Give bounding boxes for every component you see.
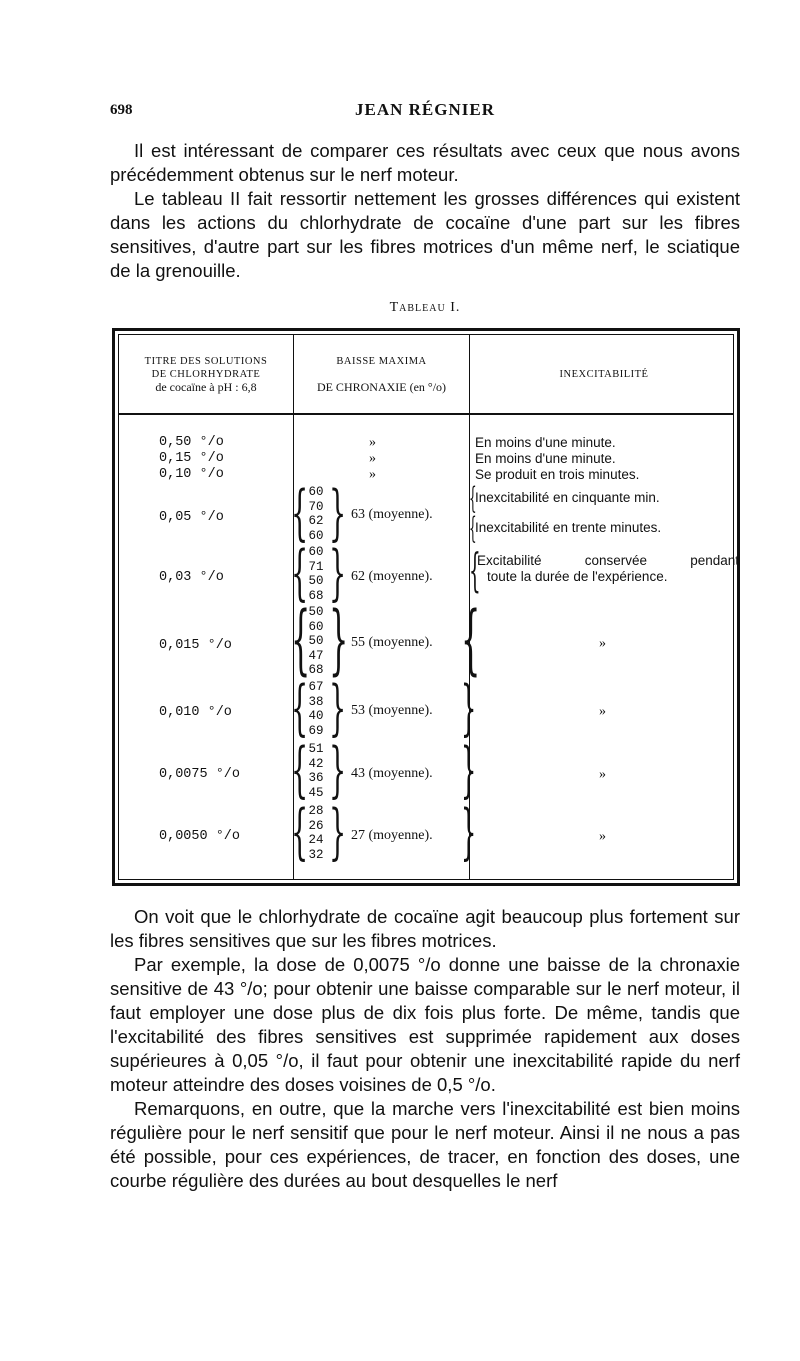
value: 24 (308, 833, 324, 847)
cell-inex: » (599, 829, 606, 844)
value: 70 (308, 499, 324, 514)
value: 40 (308, 709, 324, 723)
value: 36 (308, 771, 324, 785)
right-brace: } (329, 735, 347, 805)
cell-titre: 0,15 °/o (159, 451, 224, 466)
table-caption: Tableau I. (389, 300, 461, 315)
body-text-top (110, 139, 740, 283)
right-brace: } (461, 673, 477, 743)
value: 60 (308, 619, 324, 634)
header-text: DE CHLORHYDRATE (151, 369, 261, 380)
left-brace: { (291, 735, 309, 805)
cell-inex: » (599, 704, 606, 719)
header-text: de cocaïne à pH : 6,8 (155, 380, 257, 394)
header-divider (119, 413, 733, 415)
cell-moyenne: 53 (moyenne). (351, 703, 433, 718)
cell-moyenne: 62 (moyenne). (351, 569, 433, 584)
value: 71 (308, 559, 324, 574)
header-titre (119, 355, 293, 394)
cell-inex: toute la durée de l'expérience. (487, 569, 668, 584)
value: 28 (308, 804, 324, 818)
page-number: 698 (110, 102, 133, 118)
values-list (305, 742, 327, 800)
left-brace: { (291, 538, 309, 608)
right-brace: } (461, 735, 477, 805)
right-brace: } (329, 538, 347, 608)
value: 67 (308, 680, 324, 694)
cell-titre: 0,015 °/o (159, 638, 232, 653)
right-brace: } (329, 673, 347, 743)
cell-inex: En moins d'une minute. (475, 451, 616, 466)
value: 50 (308, 634, 324, 648)
cell-moyenne: 63 (moyenne). (351, 507, 433, 522)
header-text: BAISSE MAXIMA (336, 356, 427, 367)
cell-inex: » (599, 767, 606, 782)
value: 68 (308, 663, 324, 677)
value: 38 (308, 694, 324, 709)
cell-titre: 0,0075 °/o (159, 767, 241, 782)
value: 50 (308, 574, 324, 588)
data-table (112, 328, 740, 886)
page-header (110, 100, 740, 130)
value: 60 (308, 528, 324, 543)
table-inner-frame (118, 334, 739, 880)
left-brace: { (291, 673, 309, 743)
cell-moyenne: 27 (moyenne). (351, 828, 433, 843)
left-brace: { (291, 594, 311, 683)
left-brace: { (461, 594, 481, 683)
paragraph: On voit que le chlorhydrate de cocaïne agit beaucoup plus fortement sur les fibres sensitives que sur les fibres motrices. (110, 906, 740, 951)
cell-inex: » (599, 636, 606, 651)
value: 45 (308, 785, 324, 800)
running-head: JEAN RÉGNIER (355, 100, 495, 119)
values-list (305, 605, 327, 678)
header-inexcitabilite: INEXCITABILITÉ (559, 369, 649, 380)
left-brace: { (469, 481, 477, 516)
cell-inex: Se produit en trois minutes. (475, 467, 640, 482)
cell-moyenne: 43 (moyenne). (351, 766, 433, 781)
header-text: TITRE DES SOLUTIONS (144, 356, 268, 367)
cell-titre: 0,03 °/o (159, 570, 224, 585)
cell-titre: 0,50 °/o (159, 435, 224, 450)
cell-baisse: » (369, 435, 376, 450)
left-brace: { (291, 478, 309, 548)
value: 50 (308, 605, 324, 619)
cell-baisse: » (369, 467, 376, 482)
header-baisse (294, 355, 469, 394)
paragraph: Par exemple, la dose de 0,0075 °/o donne une baisse de la chronaxie sensitive de 43 °/o; pour obtenir une baisse comparable sur le nerf moteur, il faut employer une dose plus de dix fois plus forte. De même, tandis que l'excitabilité des fibres sensitives est supprimée rapidement aux doses supérieures à 0,05 °/o, il faut pour obtenir une inexcitabilité rapide du nerf moteur atteindre des doses voisines de 0,5 °/o. (110, 954, 740, 1095)
value: 62 (308, 514, 324, 528)
paragraph: Il est intéressant de comparer ces résultats avec ceux que nous avons précédemment obtenus sur le nerf moteur. (110, 140, 740, 185)
cell-moyenne: 55 (moyenne). (351, 635, 433, 650)
body-text-bottom (110, 905, 740, 1193)
cell-titre: 0,05 °/o (159, 510, 224, 525)
right-brace: } (329, 594, 349, 683)
cell-titre: 0,0050 °/o (159, 829, 241, 844)
cell-titre: 0,010 °/o (159, 705, 232, 720)
values-list (305, 804, 327, 862)
value: 42 (308, 756, 324, 771)
paragraph: Remarquons, en outre, que la marche vers l'inexcitabilité est bien moins régulière pour le nerf sensitif que pour le nerf moteur. Ainsi il ne nous a pas été possible, pour ces expériences, de tracer, en fonction des doses, une courbe régulière des durées au bout desquelles le nerf (110, 1098, 740, 1191)
value: 32 (308, 847, 324, 862)
left-brace: { (469, 511, 477, 546)
left-brace: { (291, 797, 309, 867)
cell-baisse: » (369, 451, 376, 466)
value: 60 (308, 485, 324, 499)
value: 26 (308, 818, 324, 833)
value: 51 (308, 742, 324, 756)
value: 68 (308, 588, 324, 603)
value: 47 (308, 648, 324, 663)
header-text: DE CHRONAXIE (en °/o) (316, 380, 447, 394)
cell-inex: Excitabilité conservée pendant (477, 553, 739, 568)
right-brace: } (329, 797, 347, 867)
left-brace: { (469, 543, 481, 597)
right-brace: } (461, 797, 477, 867)
paragraph: Le tableau II fait ressortir nettement les grosses différences qui existent dans les actions du chlorhydrate de cocaïne d'une part sur les fibres sensitives, d'autre part sur les fibres motrices d'un même nerf, le sciatique de la grenouille. (110, 188, 740, 281)
right-brace: } (329, 478, 347, 548)
value: 69 (308, 723, 324, 738)
cell-inex: Inexcitabilité en trente minutes. (475, 520, 662, 535)
values-list (305, 680, 327, 738)
cell-titre: 0,10 °/o (159, 467, 224, 482)
cell-inex: En moins d'une minute. (475, 435, 616, 450)
cell-inex: Inexcitabilité en cinquante min. (475, 490, 660, 505)
values-list (305, 485, 327, 543)
value: 60 (308, 545, 324, 559)
